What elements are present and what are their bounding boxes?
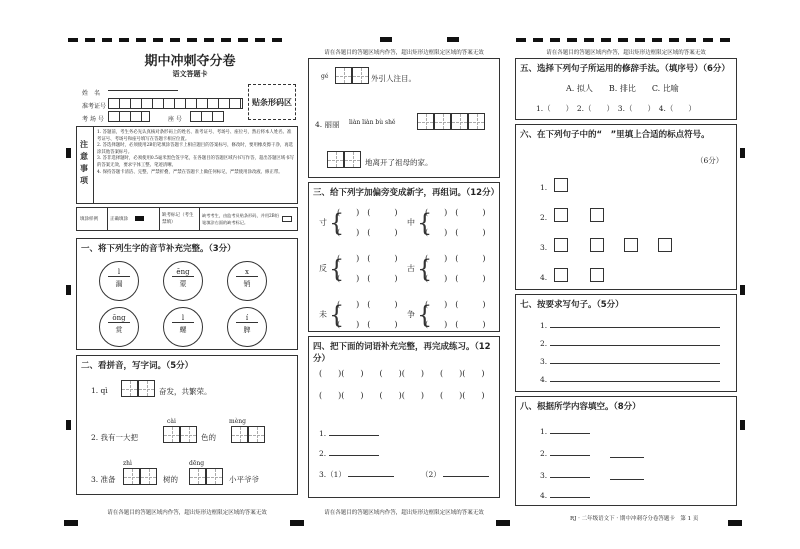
q3-title: 三、给下列字加偏旁变成新字，再组词。（12分）	[313, 188, 500, 198]
corner-mark	[64, 520, 78, 526]
syllable-circle[interactable]: í 脾	[227, 307, 267, 347]
radical-char: 反	[319, 264, 327, 273]
notice-item: 2. 答选择题时，必须使用2B铅笔填涂答题卡上相应题目的答案标号，修改时，要用橡皮擦干净，再选涂其他答案标号。	[97, 143, 294, 155]
char-grid[interactable]	[231, 426, 265, 443]
punct-box[interactable]	[554, 268, 568, 282]
q5-blanks[interactable]: 1.（ ） 2.（ ） 3.（ ） 4.（ ）	[536, 104, 696, 113]
answer-line[interactable]	[348, 476, 394, 477]
question-1	[76, 238, 298, 350]
corner-mark	[728, 520, 742, 526]
punct-box[interactable]	[590, 208, 604, 222]
answer-line[interactable]	[550, 381, 720, 382]
q8-title: 八、根据所学内容填空。（8分）	[520, 402, 641, 412]
q7-title: 七、按要求写句子。（5分）	[520, 300, 624, 310]
char-grid[interactable]	[335, 67, 369, 84]
filled-mark	[135, 216, 144, 221]
punct-box[interactable]	[590, 238, 604, 252]
q5-title: 五、选择下列句子所运用的修辞手法。（填序号）（6分）	[520, 64, 730, 74]
char-grid[interactable]	[163, 426, 197, 443]
answer-line[interactable]	[610, 479, 644, 480]
radical-item[interactable]: 争 { ( ) ( ) ( ) ( )	[407, 300, 486, 329]
answer-line[interactable]	[329, 455, 379, 456]
answer-line[interactable]	[443, 476, 489, 477]
syllable-circle[interactable]: ēng 蒙	[163, 261, 203, 301]
char-grid[interactable]	[327, 151, 361, 168]
fill-example-label: 填涂样例	[80, 217, 98, 222]
absent-text: 缺考考生，由监考员贴条形码，并用2B铅笔填涂右面的缺考标记。	[202, 213, 279, 225]
radical-char: 古	[407, 264, 415, 273]
radical-char: 争	[407, 310, 415, 319]
notice-item: 3. 答非选择题时，必须使用0.5毫米黑色签字笔，在各题目的答题区域内书写作答，超出答题区域书写的答案无效，要求字体工整、笔迹清晰。	[97, 156, 294, 168]
seat2-label: 座 号	[168, 116, 182, 123]
answer-line[interactable]	[550, 455, 590, 456]
answer-line[interactable]	[550, 363, 720, 364]
punct-box[interactable]	[554, 238, 568, 252]
reg-mark	[380, 37, 392, 42]
radical-item[interactable]: 中 { ( ) ( ) ( ) ( )	[407, 208, 486, 237]
page-footer: RJ · 二年级语文下 · 期中冲刺夺分卷答题卡 第 1 页	[570, 516, 699, 522]
punct-box[interactable]	[554, 178, 568, 192]
question-2-continued: gé 外引人注目。 4. 丽丽 liàn liàn bù shě 地离开了祖母的家。	[308, 58, 500, 178]
warning-text: 请在各题目的答题区域内作答，超出矩形边框限定区域的答案无效	[546, 50, 706, 56]
answer-line[interactable]	[550, 327, 720, 328]
seat-boxes[interactable]	[108, 111, 150, 122]
side-mark	[66, 148, 71, 158]
side-mark	[740, 420, 745, 430]
absent-checkbox[interactable]	[282, 216, 292, 222]
answer-line[interactable]	[550, 345, 720, 346]
punct-box[interactable]	[554, 208, 568, 222]
corner-mark	[290, 520, 304, 526]
idiom-brackets[interactable]: ( )( ) ( )( ) ( )( ) ( )( ) ( )( ) ( )( )	[319, 369, 485, 400]
question-4: 四、把下面的词语补充完整，再完成练习。（12分） ( )( ) ( )( ) ( )( ) ( )( ) ( )( ) ( )( ) 1. 2. 3.（1） （2）	[308, 336, 500, 498]
exam-no-label: 准考证号	[82, 103, 107, 110]
top-marks-right	[516, 38, 736, 42]
radical-char: 寸	[319, 218, 327, 227]
syllable-circle[interactable]: l 漏	[99, 261, 139, 301]
question-8: 八、根据所学内容填空。（8分） 1. 2. 3. 4.	[515, 396, 737, 506]
radical-item[interactable]: 寸 { ( ) ( ) ( ) ( )	[319, 208, 398, 237]
q2-title: 二、看拼音，写字词。（5分）	[81, 361, 194, 371]
page-subtitle: 语文答题卡	[172, 69, 208, 78]
answer-line[interactable]	[329, 435, 379, 436]
answer-line[interactable]	[550, 433, 590, 434]
reg-mark	[447, 37, 459, 42]
q4-title: 四、把下面的词语补充完整，再完成练习。（12分）	[313, 342, 491, 364]
radical-item[interactable]: 反 { ( ) ( ) ( ) ( )	[319, 254, 398, 283]
page-title: 期中冲刺夺分卷	[144, 54, 236, 69]
corner-mark	[496, 520, 510, 526]
notice-item: 1. 答题前，考生务必先认真核对条形码上的姓名、准考证号、考场号、座位号，然后将本人姓名、准考证号、考场号和座号填写在答题卡相应位置。	[97, 130, 292, 142]
q6-title: 六、在下列句子中的“ ”里填上合适的标点符号。	[520, 130, 710, 140]
radical-item[interactable]: 古 { ( ) ( ) ( ) ( )	[407, 254, 486, 283]
syllable-circle[interactable]: ōng 赏	[99, 307, 139, 347]
radical-char: 未	[319, 310, 327, 319]
answer-line[interactable]	[550, 497, 590, 498]
absent-label: 缺考标记（考生禁填）	[162, 213, 194, 225]
syllable-circle[interactable]: x 销	[227, 261, 267, 301]
barcode-area: 贴条形码区	[248, 84, 296, 120]
q5-options: A. 拟人 B. 排比 C. 比喻	[566, 84, 679, 93]
side-mark	[66, 285, 71, 295]
radical-item[interactable]: 未 { ( ) ( ) ( ) ( )	[319, 300, 398, 329]
answer-line[interactable]	[610, 457, 644, 458]
notice-head: 注意事项	[80, 140, 88, 185]
q3-rows	[309, 201, 501, 331]
notice-box	[76, 126, 298, 204]
q1-title: 一、将下列生字的音节补充完整。（3分）	[81, 244, 236, 254]
question-7: 七、按要求写句子。（5分） 1. 2. 3. 4.	[515, 294, 737, 392]
punct-box[interactable]	[624, 238, 638, 252]
top-marks-left	[68, 38, 288, 42]
answer-line[interactable]	[550, 477, 590, 478]
seat2-boxes[interactable]	[190, 111, 224, 122]
radical-char: 中	[407, 218, 415, 227]
warning-text: 请在各题目的答题区域内作答，超出矩形边框限定区域的答案无效	[324, 510, 484, 516]
fill-example-correct: 正确填涂	[110, 217, 128, 222]
notice-item: 4. 保持答题卡清洁、完整，严禁折叠，严禁在答题卡上做任何标记，严禁使用涂改液、修正带。	[97, 169, 283, 175]
punct-box[interactable]	[658, 238, 672, 252]
seat-label: 考 场 号	[82, 116, 104, 123]
question-5	[515, 58, 737, 120]
char-grid[interactable]	[417, 113, 485, 130]
name-label: 姓 名	[82, 90, 101, 97]
side-mark	[740, 148, 745, 158]
warning-text: 请在各题目的答题区域内作答，超出矩形边框限定区域的答案无效	[324, 50, 484, 56]
fill-example-box	[76, 207, 298, 231]
punct-box[interactable]	[590, 268, 604, 282]
question-6: 六、在下列句子中的“ ”里填上合适的标点符号。 （6分） 1. 2. 3. 4.	[515, 124, 737, 290]
side-mark	[66, 420, 71, 430]
warning-text: 请在各题目的答题区域内作答，超出矩形边框限定区域的答案无效	[107, 510, 267, 516]
side-mark	[740, 285, 745, 295]
char-grid[interactable]	[121, 380, 155, 397]
question-3	[308, 182, 500, 332]
q6-score: （6分）	[696, 156, 724, 165]
exam-no-boxes[interactable]	[108, 98, 243, 109]
syllable-circle[interactable]: l 螺	[163, 307, 203, 347]
name-field[interactable]	[108, 90, 178, 91]
char-grid[interactable]	[189, 468, 223, 485]
char-grid[interactable]	[123, 468, 157, 485]
question-2: 二、看拼音，写字词。（5分） 1. qì 奋发，共繁荣。 2. 我有一大把 cài 色的 mèng 3. 准备 zhì 树的 dēng 小平爷爷	[76, 355, 298, 495]
